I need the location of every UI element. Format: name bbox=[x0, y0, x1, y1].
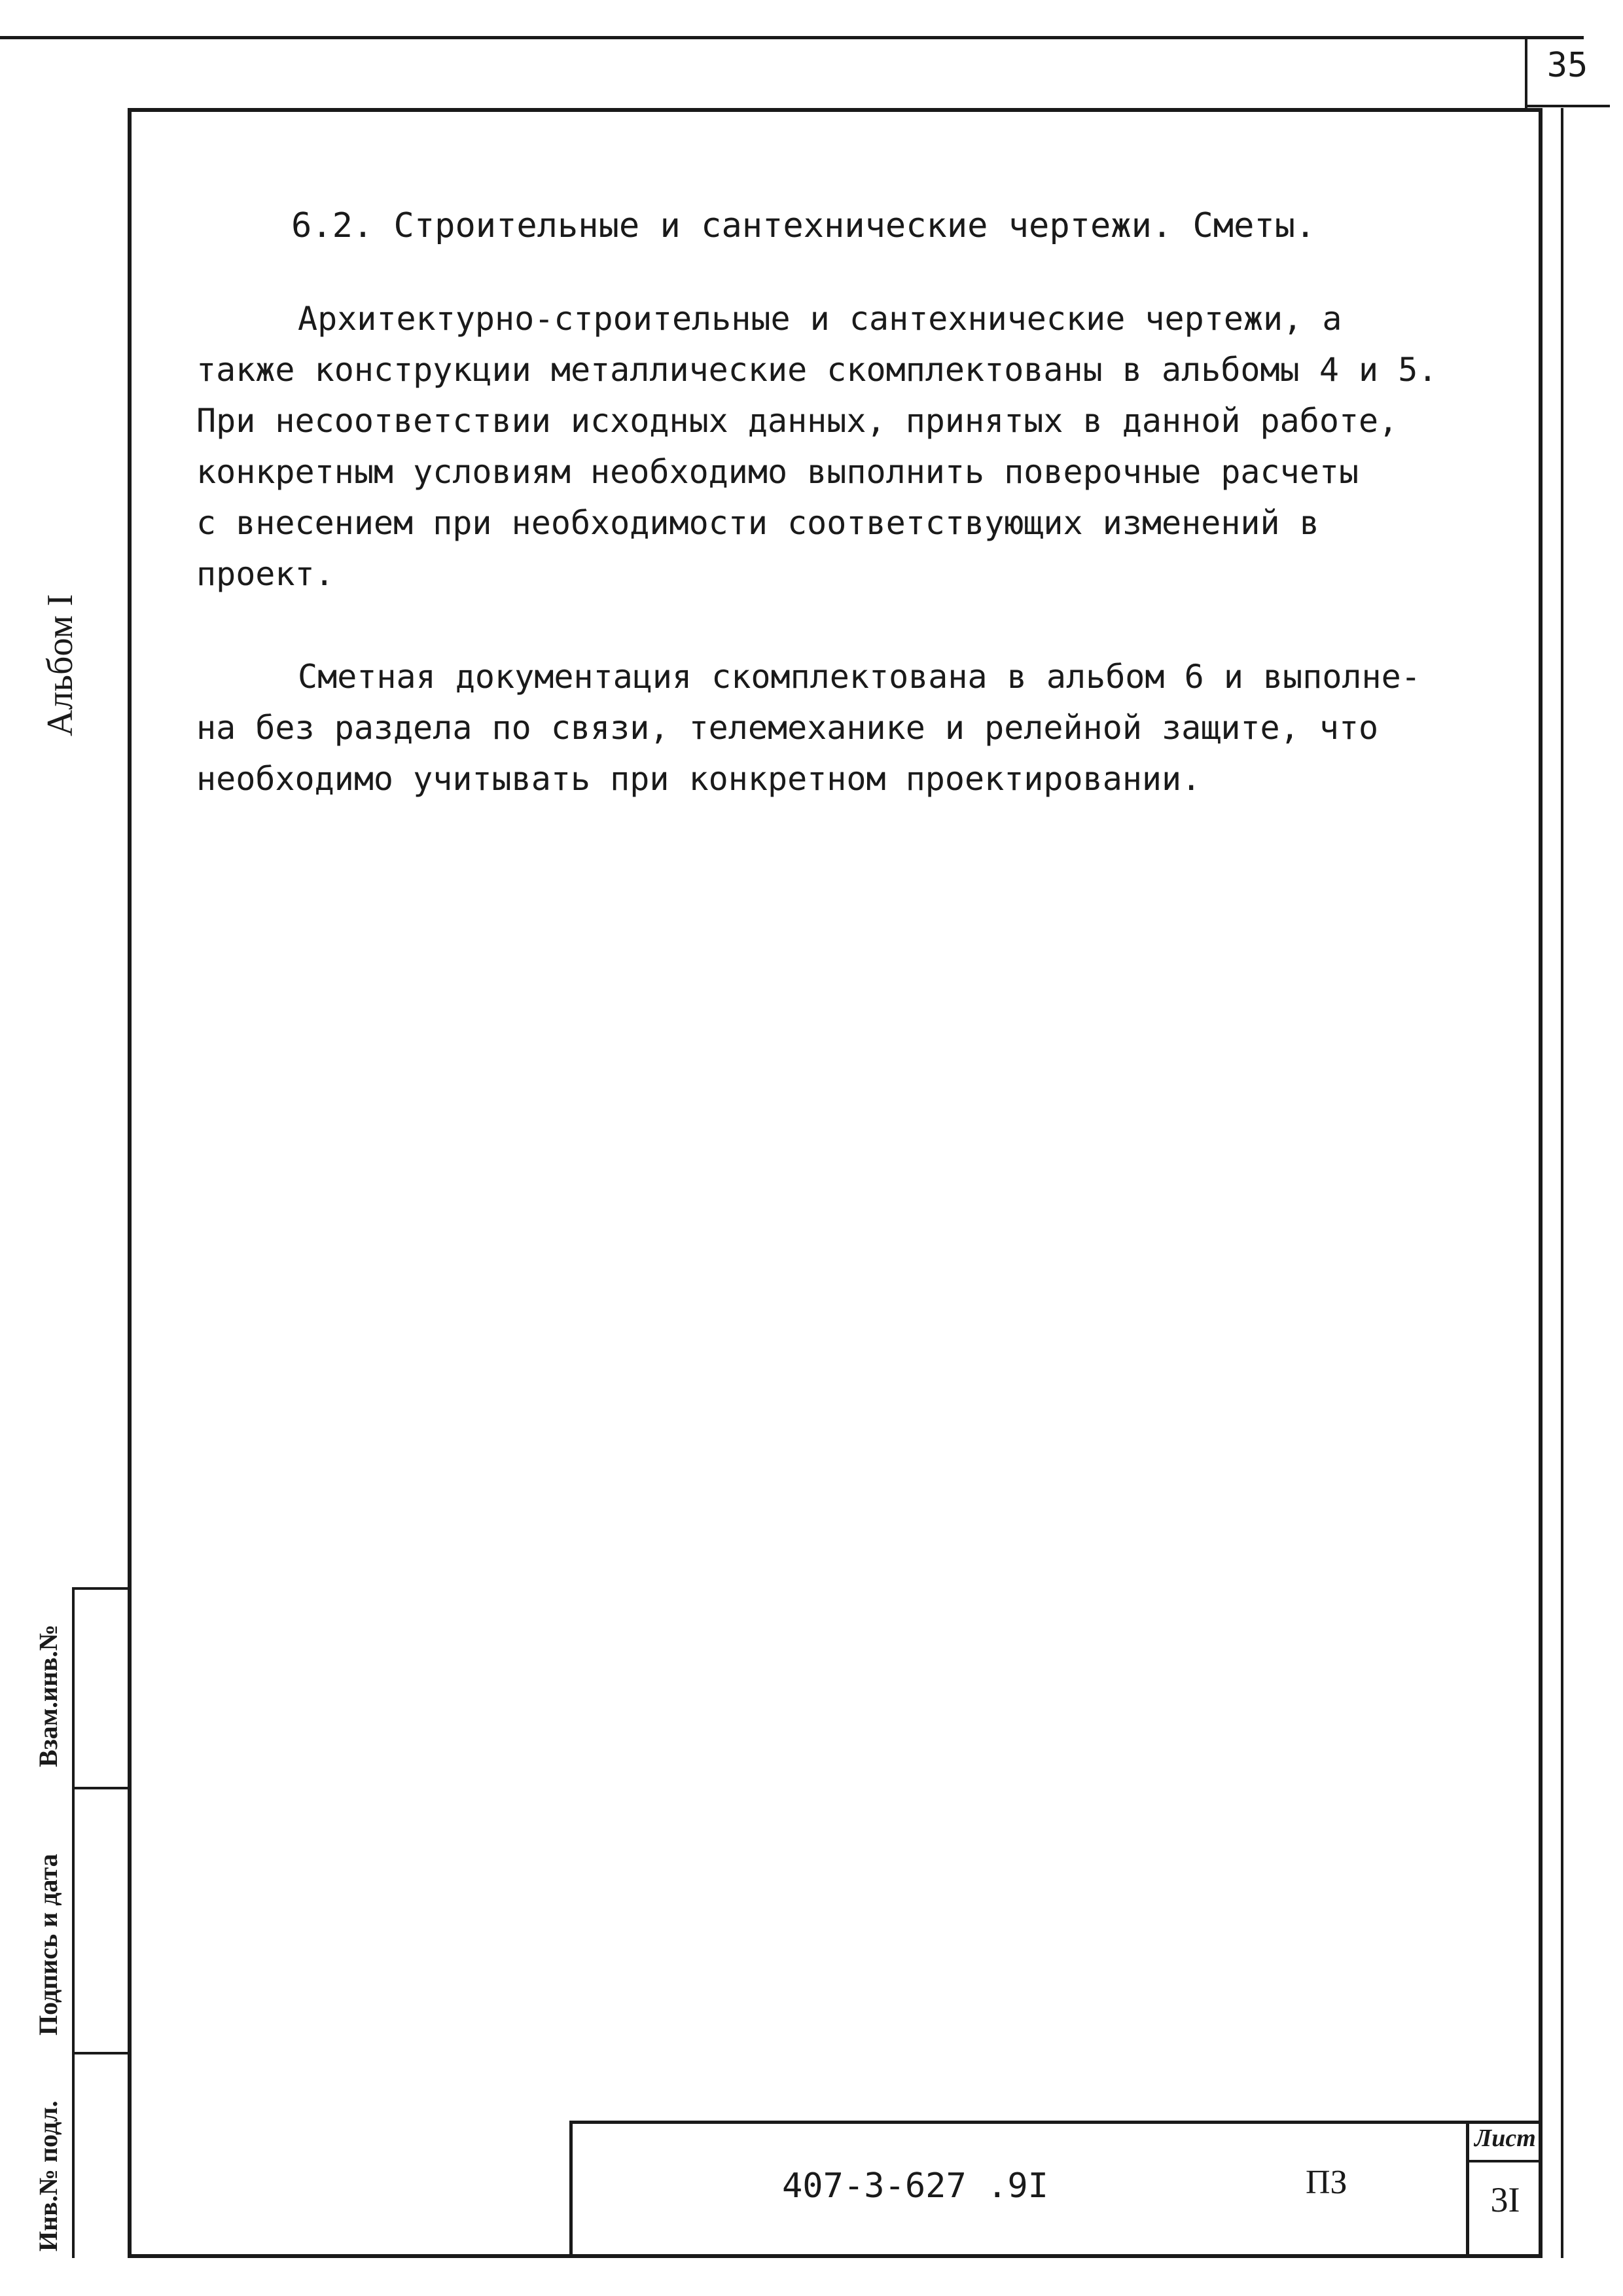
page-number: 35 bbox=[1546, 46, 1588, 85]
paragraph-1-line-2: также конструкции металлические скомплектованы в альбомы 4 и 5. bbox=[196, 351, 1438, 389]
right-margin-rule bbox=[1561, 108, 1563, 2258]
page-number-box-bottom bbox=[1525, 105, 1610, 107]
paragraph-1-line-5: с внесением при необходимости соответствующих изменений в bbox=[196, 504, 1319, 542]
stamp-box-top bbox=[72, 1587, 131, 1590]
paragraph-1-line-4: конкретным условиям необходимо выполнить поверочные расчеты bbox=[196, 453, 1359, 491]
stamp-label-signature-date: Подпись и дата bbox=[33, 1854, 63, 2036]
section-heading: 6.2. Строительные и сантехнические чертежи. Сметы. bbox=[291, 206, 1316, 245]
stamp-box-outer-left bbox=[72, 1587, 75, 2258]
top-rule bbox=[0, 36, 1584, 39]
stamp-box-divider-1 bbox=[72, 1787, 131, 1789]
paragraph-2-line-3: необходимо учитывать при конкретном проектировании. bbox=[196, 760, 1202, 798]
paragraph-2-line-2: на без раздела по связи, телемеханике и релейной защите, что bbox=[196, 709, 1379, 747]
paragraph-1-line-3: При несоответствии исходных данных, принятых в данной работе, bbox=[196, 402, 1399, 440]
sheet-number: 3I bbox=[1490, 2180, 1520, 2219]
document-number: 407-3-627 .9I bbox=[782, 2166, 1048, 2206]
sheet-cell-divider bbox=[1466, 2160, 1543, 2162]
stamp-box-divider-2 bbox=[72, 2052, 131, 2054]
paragraph-1-line-1: Архитектурно-строительные и сантехнические чертежи, а bbox=[298, 300, 1342, 338]
paragraph-1-line-6: проект. bbox=[196, 555, 334, 593]
stamp-label-inv-original: Инв.№ подл. bbox=[33, 2100, 63, 2251]
album-label: Альбом I bbox=[40, 594, 80, 736]
title-block bbox=[569, 2121, 1543, 2258]
sheet-label: Лист bbox=[1474, 2125, 1536, 2152]
stamp-label-vzam-inv: Взам.инв.№ bbox=[33, 1624, 63, 1767]
document-code: ПЗ bbox=[1306, 2164, 1347, 2201]
paragraph-2-line-1: Сметная документация скомплектована в альбом 6 и выполне- bbox=[298, 658, 1421, 696]
